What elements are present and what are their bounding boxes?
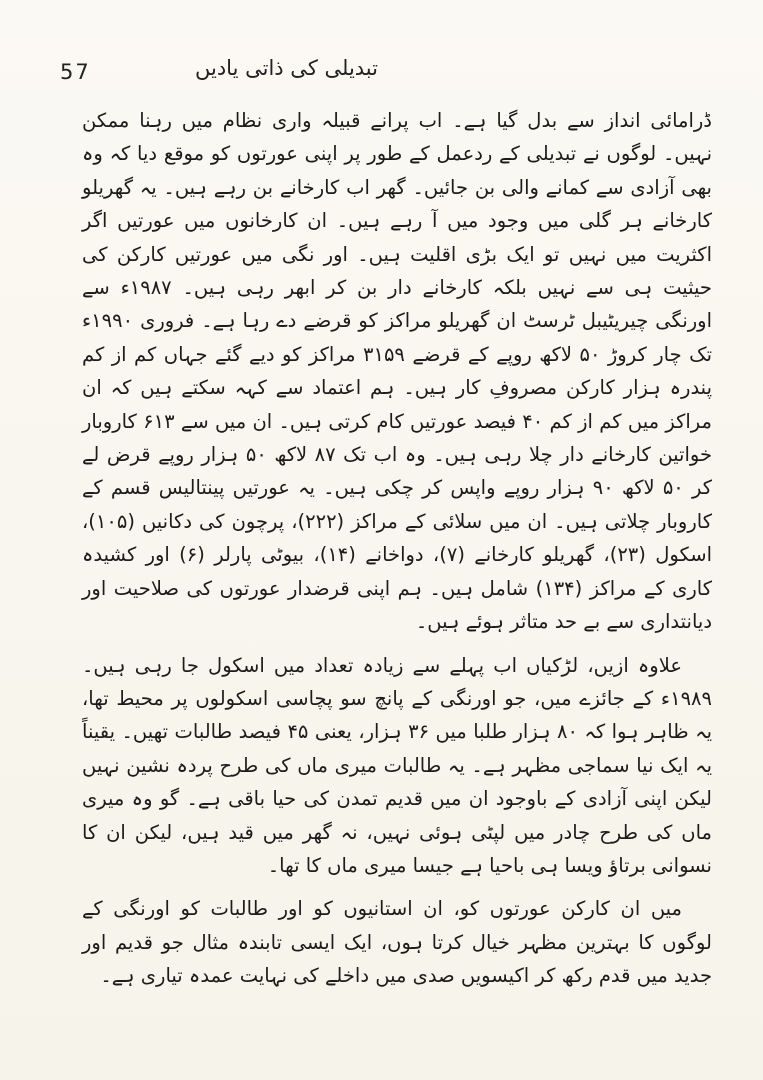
paragraph: میں ان کارکن عورتوں کو، ان استانیوں کو اور طالبات کو اورنگی کے لوگوں کا بہترین مظہر خیال کرتا ہوں، ایک ایسی تابندہ مثال جو قدیم اور جدید میں قدم رکھ کر اکیسویں صدی میں داخلے کی نہایت عمدہ تیاری ہے۔ — [82, 897, 712, 988]
body-text — [82, 104, 712, 993]
paragraph: ڈرامائی انداز سے بدل گیا ہے۔ اب پرانے قبیلہ واری نظام میں رہنا ممکن نہیں۔ لوگوں نے تبدیلی کے ردعمل کے طور پر اپنی عورتوں کو موقع دیا کہ وہ بھی آزادی سے کمانے والی بن جائیں۔ گھر اب کارخانے بن رہے ہیں۔ یہ گھریلو کارخانے ہر گلی میں وجود میں آ رہے ہیں۔ ان کارخانوں میں عورتیں اگر اکثریت میں نہیں تو ایک بڑی اقلیت ہیں۔ اور نگی میں عورتیں کارکن کی حیثیت ہی سے نہیں بلکہ کارخانے دار بن کر ابھر رہی ہیں۔ ۱۹۸۷ء سے اورنگی چیریٹیبل ٹرسٹ ان گھریلو مراکز کو قرضے دے رہا ہے۔ فروری ۱۹۹۰ء تک چار کروڑ ۵۰ لاکھ روپے کے قرضے ۳۱۵۹ مراکز کو دیے گئے جہاں کم از کم پندرہ ہزار کارکن مصروفِ کار ہیں۔ ہم اعتماد سے کہہ سکتے ہیں کہ ان مراکز میں کم از کم ۴۰ فیصد عورتیں کام کرتی ہیں۔ ان میں سے ۶۱۳ کاروبار خواتین کارخانے دار چلا رہی ہیں۔ وہ اب تک ۸۷ لاکھ ۵۰ ہزار روپے قرض لے کر ۵۰ لاکھ ۹۰ ہزار روپے واپس کر چکی ہیں۔ یہ عورتیں پینتالیس قسم کے کاروبار چلاتی ہیں۔ ان میں سلائی کے مراکز (۲۲۲)، پرچون کی دکانیں (۱۰۵)، اسکول (۲۳)، گھریلو کارخانے (۷)، دواخانے (۱۴)، بیوٹی پارلر (۶) اور کشیدہ کاری کے مراکز (۱۳۴) شامل ہیں۔ ہم اپنی قرضدار عورتوں کی صلاحیت اور دیانتداری سے بے حد متاثر ہوئے ہیں۔ — [82, 109, 713, 634]
running-title: تبدیلی کی ذاتی یادیں — [195, 56, 378, 80]
page-header — [60, 52, 763, 92]
paragraph: علاوہ ازیں، لڑکیاں اب پہلے سے زیادہ تعداد میں اسکول جا رہی ہیں۔ ۱۹۸۹ء کے جائزے میں، جو اورنگی کے پانچ سو پچاسی اسکولوں پر محیط تھا، یہ ظاہر ہوا کہ ۸۰ ہزار طلبا میں ۳۶ ہزار، یعنی ۴۵ فیصد طالبات تھیں۔ یقیناً یہ ایک نیا سماجی مظہر ہے۔ یہ طالبات میری ماں کی طرح پردہ نشین نہیں لیکن اپنی آزادی کے باوجود ان میں قدیم تمدن کی حیا باقی ہے۔ گو وہ میری ماں کی طرح چادر میں لپٹی ہوئی نہیں، نہ گھر میں قید ہیں، لیکن ان کا نسوانی برتاؤ ویسا ہی باحیا ہے جیسا میری ماں کا تھا۔ — [82, 653, 712, 877]
page-number: 57 — [60, 60, 91, 84]
